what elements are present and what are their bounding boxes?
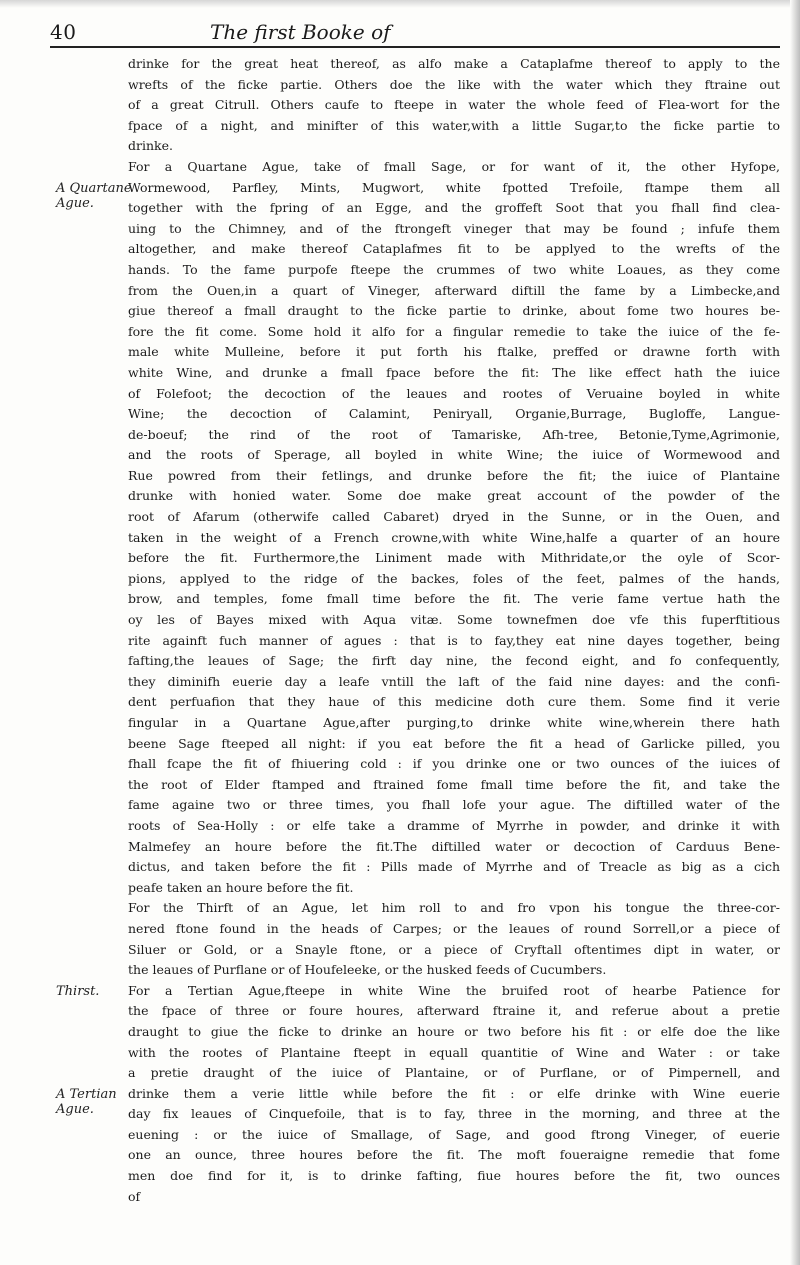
text-line: fpace of a night, and minifter of this water,with a little Sugar,to the ficke partie to <box>128 117 780 133</box>
text-line: fafting,the leaues of Sage; the firft day nine, the fecond eight, and fo confequently, <box>128 653 780 669</box>
text-line: dent perfuafion that they haue of this medicine doth cure them. Some find it verie <box>128 694 780 710</box>
text-line: fore the fit come. Some hold it alfo for a fingular remedie to take the iuice of the fe- <box>128 323 780 339</box>
text-line: hands. To the fame purpofe fteepe the crummes of two white Loaues, as they come <box>128 261 780 277</box>
margin-note <box>56 984 99 999</box>
text-line: nered ftone found in the heads of Carpes; or the leaues of round Sorrell,or a piece of <box>128 920 780 936</box>
text-line: one an ounce, three houres before the fit. The moft foueraigne remedie that fome <box>128 1147 780 1163</box>
text-line: Malmefey an houre before the fit.The diftilled water or decoction of Carduus Bene- <box>128 838 780 854</box>
text-line: the root of Elder ftamped and ftrained fome fmall time before the fit, and take the <box>128 776 780 792</box>
text-line: drinke for the great heat thereof, as alfo make a Cataplafme thereof to apply to the <box>128 56 780 71</box>
text-line: drinke. <box>128 138 173 154</box>
text-line: they diminifh euerie day a leafe vntill the laft of the faid nine dayes: and the confi- <box>128 673 780 689</box>
text-line: rite againft fuch manner of agues : that is to fay,they eat nine dayes together, being <box>128 632 780 648</box>
text-line: with the rootes of Plantaine fteept in equall quantitie of Wine and Water : or take <box>128 1044 780 1060</box>
text-line: roots of Sea-Holly : or elfe take a dramme of Myrrhe in powder, and drinke it with <box>128 817 780 833</box>
text-line: the fpace of three or foure houres, afterward ftraine it, and referue about a pretie <box>128 1003 780 1019</box>
text-line: fame againe two or three times, you fhall lofe your ague. The diftilled water of the <box>128 797 780 813</box>
page-header <box>50 18 780 48</box>
text-line: brow, and temples, fome fmall time before the fit. The verie fame vertue hath the <box>128 591 780 607</box>
text-line: wrefts of the ficke partie. Others doe the like with the water which they ftraine out <box>128 76 780 92</box>
margin-note-line: Thirst. <box>56 984 100 999</box>
text-line: and the roots of Sperage, all boyled in white Wine; the iuice of Wormewood and <box>128 447 780 463</box>
margin-note-line: Ague. <box>56 195 94 211</box>
text-line: the leaues of Purflane or of Houfeleeke, or the husked feeds of Cucumbers. <box>128 962 607 978</box>
text-line: For the Thirft of an Ague, let him roll to and fro vpon his tongue the three-cor- <box>128 900 780 916</box>
text-line: pions, applyed to the ridge of the backes, foles of the feet, palmes of the hands, <box>128 570 780 586</box>
text-line: Wormewood, Parfley, Mints, Mugwort, white fpotted Trefoile, ftampe them all <box>128 179 780 195</box>
margin-note-line: Ague. <box>56 1102 94 1117</box>
text-line: together with the fpring of an Egge, and the groffeft Soot that you fhall find clea- <box>128 200 780 216</box>
text-line: uing to the Chimney, and of the ftrongeft vineger that may be found ; infufe them <box>128 220 780 236</box>
text-line: of <box>128 1188 141 1204</box>
margin-note-line: A Quartane <box>56 180 132 196</box>
text-line: from the Ouen,in a quart of Vineger, afterward diftill the fame by a Limbecke,and <box>128 282 780 298</box>
text-line: For a Quartane Ague, take of fmall Sage, or for want of it, the other Hyfope, <box>128 158 780 174</box>
text-line: drunke with honied water. Some doe make great account of the powder of the <box>128 488 780 504</box>
text-line: beene Sage fteeped all night: if you eat before the fit a head of Garlicke pilled, you <box>128 735 780 751</box>
text-line: taken in the weight of a French crowne,with white Wine,halfe a quarter of an houre <box>128 529 780 545</box>
text-line: day fix leaues of Cinquefoile, that is to fay, three in the morning, and three at the <box>128 1106 780 1122</box>
text-line: altogether, and make thereof Cataplafmes fit to be applyed to the wrefts of the <box>128 241 780 257</box>
text-line: peafe taken an houre before the fit. <box>128 879 354 895</box>
margin-note <box>56 1087 117 1117</box>
margin-note-line: A Tertian <box>56 1087 117 1102</box>
text-line: fhall fcape the fit of fhiuering cold : if you drinke one or two ounces of the iuices of <box>128 756 780 772</box>
body-text <box>128 54 780 1207</box>
text-line: de-boeuf; the rind of the root of Tamariske, Afh-tree, Betonie,Tyme,Agrimonie, <box>128 426 780 442</box>
text-line: fingular in a Quartane Ague,after purging,to drinke white wine,wherein there hath <box>128 715 780 730</box>
text-line: euening : or the iuice of Smallage, of Sage, and good ftrong Vineger, of euerie <box>128 1126 780 1142</box>
text-line: of a great Citrull. Others caufe to fteepe in water the whole feed of Flea-wort for the <box>128 97 780 113</box>
text-line: root of Afarum (otherwife called Cabaret) dryed in the Sunne, or in the Ouen, and <box>128 509 780 525</box>
scan-shadow-right <box>790 0 800 1265</box>
scan-shadow-top <box>0 0 800 8</box>
text-line: white Wine, and drunke a fmall fpace before the fit: The like effect hath the iuice <box>128 364 780 380</box>
text-line: a pretie draught of the iuice of Plantaine, or of Purflane, or of Pimpernell, and <box>128 1065 780 1081</box>
text-line: draught to giue the ficke to drinke an houre or two before his fit : or elfe doe the like <box>128 1023 780 1039</box>
text-line: For a Tertian Ague,fteepe in white Wine the bruifed root of hearbe Patience for <box>128 982 780 998</box>
text-line: men doe find for it, is to drinke fafting, fiue houres before the fit, two ounces <box>128 1168 780 1184</box>
running-head: The first Booke of <box>210 20 391 44</box>
text-line: before the fit. Furthermore,the Liniment made with Mithridate,or the oyle of Scor- <box>128 550 780 566</box>
text-line: male white Mulleine, before it put forth his ftalke, preffed or drawne forth with <box>128 344 780 360</box>
text-line: dictus, and taken before the fit : Pills made of Myrrhe and of Treacle as big as a cich <box>128 859 780 875</box>
text-line: Rue powred from their fetlings, and drunke before the fit; the iuice of Plantaine <box>128 467 780 483</box>
text-line: oy les of Bayes mixed with Aqua vitæ. Some townefmen doe vfe this fuperftitious <box>128 612 780 628</box>
header-rule <box>50 46 780 48</box>
margin-note <box>56 181 132 211</box>
text-line: drinke them a verie little while before the fit : or elfe drinke with Wine euerie <box>128 1085 780 1101</box>
text-line: of Folefoot; the decoction of the leaues and rootes of Veruaine boyled in white <box>128 385 780 401</box>
text-line: Wine; the decoction of Calamint, Peniryall, Organie,Burrage, Bugloffe, Langue- <box>128 406 780 422</box>
page-number: 40 <box>50 20 77 44</box>
text-line: Siluer or Gold, or a Snayle ftone, or a piece of Cryftall oftentimes dipt in water, or <box>128 941 780 957</box>
text-line: giue thereof a fmall draught to the ficke partie to drinke, about fome two houres be- <box>128 303 780 319</box>
